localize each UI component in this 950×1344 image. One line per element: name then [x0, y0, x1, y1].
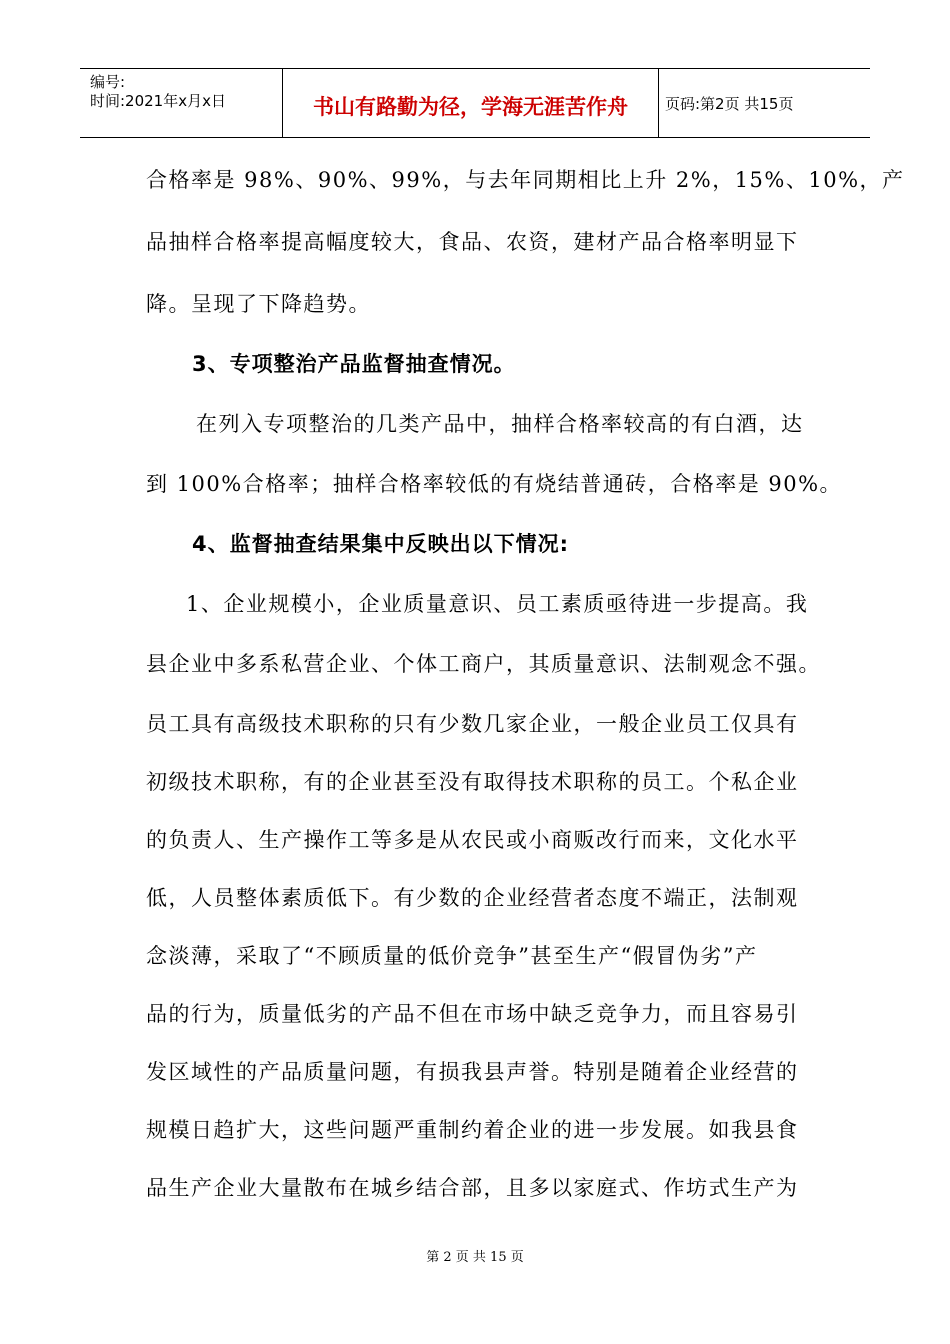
header-left-cell: [80, 69, 283, 137]
header-page-info: 页码:第2页 共15页: [665, 95, 794, 113]
body-line: 品的行为，质量低劣的产品不但在市场中缺乏竞争力，而且容易引: [146, 1002, 799, 1026]
page-header: [80, 68, 870, 138]
body-line: 的负责人、生产操作工等多是从农民或小商贩改行而来，文化水平: [146, 828, 799, 852]
body-line: 品生产企业大量散布在城乡结合部，且多以家庭式、作坊式生产为: [146, 1176, 799, 1200]
section-heading: 3、专项整治产品监督抽查情况。: [192, 352, 516, 376]
body-line: 规模日趋扩大，这些问题严重制约着企业的进一步发展。如我县食: [146, 1118, 799, 1142]
section-heading: 4、监督抽查结果集中反映出以下情况:: [192, 532, 570, 556]
page-footer: 第 2 页 共 15 页: [426, 1250, 524, 1265]
body-line: 初级技术职称，有的企业甚至没有取得技术职称的员工。个私企业: [146, 770, 799, 794]
document-number-label: 编号:: [90, 73, 126, 91]
body-line: 品抽样合格率提高幅度较大，食品、农资，建材产品合格率明显下: [146, 230, 799, 254]
body-line: 在列入专项整治的几类产品中，抽样合格率较高的有白酒，达: [196, 412, 804, 436]
header-right-cell: [659, 69, 870, 137]
body-line: 县企业中多系私营企业、个体工商户，其质量意识、法制观念不强。: [146, 652, 821, 676]
body-line: 1、企业规模小，企业质量意识、员工素质亟待进一步提高。我: [186, 592, 809, 616]
document-date: 时间:2021年x月x日: [90, 92, 226, 110]
body-line: 合格率是 98%、90%、99%，与去年同期相比上升 2%，15%、10%，产: [146, 168, 905, 192]
header-middle-cell: [283, 69, 659, 137]
body-line: 到 100%合格率；抽样合格率较低的有烧结普通砖，合格率是 90%。: [146, 472, 843, 496]
header-motto: 书山有路勤为径，学海无涯苦作舟: [313, 95, 628, 119]
body-line: 低，人员整体素质低下。有少数的企业经营者态度不端正，法制观: [146, 886, 799, 910]
body-line: 员工具有高级技术职称的只有少数几家企业，一般企业员工仅具有: [146, 712, 799, 736]
body-line: 发区域性的产品质量问题，有损我县声誉。特别是随着企业经营的: [146, 1060, 799, 1084]
body-line: 降。呈现了下降趋势。: [146, 292, 371, 316]
body-line: 念淡薄，采取了“不顾质量的低价竞争”甚至生产“假冒伪劣”产: [146, 944, 758, 968]
